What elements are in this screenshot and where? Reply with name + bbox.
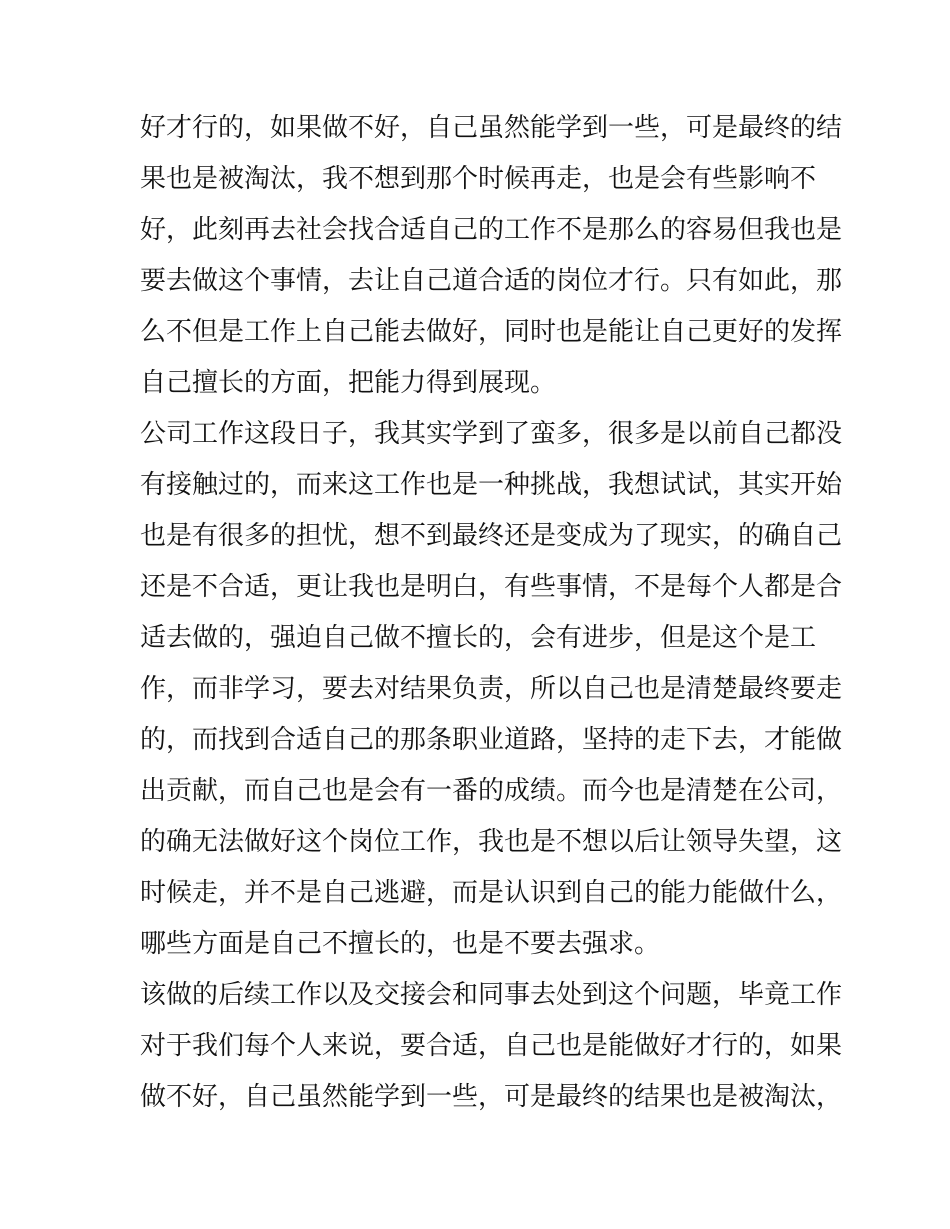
text-line: 果也是被淘汰，我不想到那个时候再走，也是会有些影响不: [140, 164, 817, 194]
text-line: 自己擅长的方面，把能力得到展现。: [140, 368, 557, 398]
text-line: 么不但是工作上自己能去做好，同时也是能让自己更好的发挥: [140, 317, 843, 347]
text-line: 也是有很多的担忧，想不到最终还是变成为了现实，的确自己: [140, 521, 843, 551]
text-line: 的，而找到合适自己的那条职业道路，坚持的走下去，才能做: [140, 725, 843, 755]
text-line: 做不好，自己虽然能学到一些，可是最终的结果也是被淘汰，: [140, 1082, 843, 1112]
text-line: 出贡献，而自己也是会有一番的成绩。而今也是清楚在公司，: [140, 776, 843, 806]
text-line: 适去做的，强迫自己做不擅长的，会有进步，但是这个是工: [140, 623, 817, 653]
text-line: 作，而非学习，要去对结果负责，所以自己也是清楚最终要走: [140, 674, 843, 704]
text-line: 有接触过的，而来这工作也是一种挑战，我想试试，其实开始: [140, 470, 843, 500]
text-line: 要去做这个事情，去让自己道合适的岗位才行。只有如此，那: [140, 266, 843, 296]
text-line: 对于我们每个人来说，要合适，自己也是能做好才行的，如果: [140, 1031, 843, 1061]
text-line: 的确无法做好这个岗位工作，我也是不想以后让领导失望，这: [140, 827, 843, 857]
text-line: 该做的后续工作以及交接会和同事去处到这个问题，毕竟工作: [140, 980, 843, 1010]
text-line: 公司工作这段日子，我其实学到了蛮多，很多是以前自己都没: [140, 419, 843, 449]
text-line: 哪些方面是自己不擅长的，也是不要去强求。: [140, 929, 661, 959]
text-line: 时候走，并不是自己逃避，而是认识到自己的能力能做什么，: [140, 878, 843, 908]
text-line: 好，此刻再去社会找合适自己的工作不是那么的容易但我也是: [140, 215, 843, 245]
text-line: 还是不合适，更让我也是明白，有些事情，不是每个人都是合: [140, 572, 843, 602]
text-line: 好才行的，如果做不好，自己虽然能学到一些，可是最终的结: [140, 113, 843, 143]
